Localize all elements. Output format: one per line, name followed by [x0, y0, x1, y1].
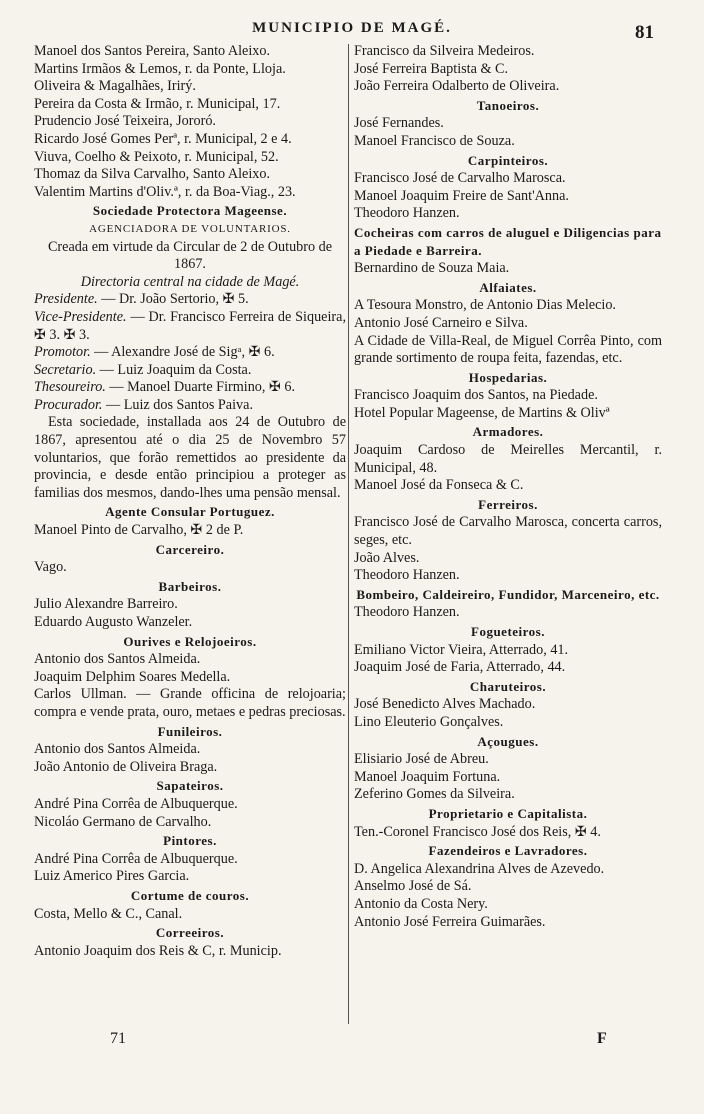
page-number: 81 [635, 22, 654, 43]
section-heading: Armadores. [472, 424, 544, 440]
list-item: Lino Eleuterio Gonçalves. [354, 713, 504, 730]
list-item: D. Angelica Alexandrina Alves de Azevedo. [354, 860, 605, 877]
list-item: João Antonio de Oliveira Braga. [34, 758, 218, 775]
officer-role: Procurador. [34, 396, 103, 413]
section-heading: Charuteiros. [469, 678, 547, 694]
officer-entry [34, 291, 346, 309]
list-item: Theodoro Hanzen. [354, 604, 460, 621]
officer-name: — Luiz Joaquim da Costa. [96, 361, 252, 378]
list-item: A Tesoura Monstro, de Antonio Dias Melecio. [354, 297, 616, 314]
list-item: Antonio da Costa Nery. [354, 895, 488, 912]
section-heading: Alfaiates. [479, 279, 537, 295]
list-item: André Pina Corrêa de Albuquerque. [34, 850, 238, 867]
list-item: Julio Alexandre Barreiro. [34, 596, 178, 613]
officer-name: — Luiz dos Santos Paiva. [102, 396, 253, 413]
footer-signature-letter: F [597, 1030, 607, 1047]
list-item: Nicoláo Germano de Carvalho. [34, 813, 212, 830]
creation-note: Creada em virtude da Circular de 2 de Outubro de 1867. [47, 238, 333, 273]
list-item: Manoel Joaquim Freire de Sant'Anna. [354, 187, 569, 204]
list-item: João Ferreira Odalberto de Oliveira. [354, 78, 560, 95]
list-item: André Pina Corrêa de Albuquerque. [34, 795, 238, 812]
left-column [34, 43, 346, 960]
directory-title: Directoria central na cidade de Magé. [80, 273, 300, 290]
officer-role: Vice-Presidente. [34, 308, 127, 325]
list-item: Antonio Joaquim dos Reis & C, r. Municip. [34, 942, 282, 959]
right-column [354, 43, 662, 931]
column-divider [348, 44, 349, 1024]
officer-entry [34, 397, 346, 415]
page-title: MUNICIPIO DE MAGÉ. [252, 20, 452, 36]
list-item: Antonio José Carneiro e Silva. [354, 314, 528, 331]
section-heading: Açougues. [477, 733, 539, 749]
section-subheading: AGENCIADORA DE VOLUNTARIOS. [89, 222, 291, 235]
list-item: João Alves. [354, 549, 420, 566]
list-item: Bernardino de Souza Maia. [354, 260, 510, 277]
officer-entry [34, 344, 346, 362]
section-heading: Sociedade Protectora Mageense. [92, 203, 288, 219]
section-heading: Correeiros. [155, 925, 225, 941]
section-heading: Hospedarias. [468, 369, 548, 385]
officer-entry [34, 309, 346, 344]
section-heading: Carpinteiros. [467, 152, 549, 168]
officer-name: — Manoel Duarte Firmino, ✠ 6. [105, 379, 296, 396]
list-item: Martins Irmãos & Lemos, r. da Ponte, Lloja. [34, 60, 286, 77]
list-item: José Fernandes. [354, 115, 444, 132]
section-heading: Carcereiro. [155, 541, 225, 557]
list-item: Costa, Mello & C., Canal. [34, 905, 183, 922]
list-item: Francisco da Silveira Medeiros. [354, 43, 535, 59]
list-item: Thomaz da Silva Carvalho, Santo Aleixo. [34, 166, 271, 183]
list-item: Francisco Joaquim dos Santos, na Piedade. [354, 387, 598, 404]
officer-role: Secretario. [34, 361, 97, 378]
officer-name: — Dr. João Sertorio, ✠ 5. [97, 291, 249, 308]
section-heading: Proprietario e Capitalista. [428, 805, 588, 821]
list-item: Hotel Popular Mageense, de Martins & Olivª [354, 404, 610, 421]
list-item: Francisco José de Carvalho Marosca, concerta carros, seges, etc. [354, 514, 662, 549]
footer-signature-number: 71 [110, 1030, 126, 1047]
list-item: Eduardo Augusto Wanzeler. [34, 614, 193, 630]
list-item: Manoel Pinto de Carvalho, ✠ 2 de P. [34, 522, 244, 539]
list-item: Manoel dos Santos Pereira, Santo Aleixo. [34, 43, 271, 59]
officer-role: Thesoureiro. [34, 379, 106, 396]
officer-role: Promotor. [34, 344, 91, 361]
list-item: Antonio dos Santos Almeida. [34, 651, 201, 668]
section-heading: Agente Consular Portuguez. [105, 504, 275, 520]
section-heading: Bombeiro, Caldeireiro, Fundidor, Marceneiro, etc. [356, 586, 660, 602]
list-item: Zeferino Gomes da Silveira. [354, 786, 515, 803]
officer-role: Presidente. [34, 291, 98, 308]
list-item: Antonio José Ferreira Guimarães. [354, 913, 546, 930]
list-item: Anselmo José de Sá. [354, 878, 472, 895]
list-item: Emiliano Victor Vieira, Atterrado, 41. [354, 641, 569, 658]
list-item: Antonio dos Santos Almeida. [34, 741, 201, 758]
list-item: Prudencio José Teixeira, Jororó. [34, 113, 216, 130]
list-item: Manoel Francisco de Souza. [354, 132, 515, 149]
list-item: Valentim Martins d'Oliv.ª, r. da Boa-Viag., 23. [34, 183, 296, 200]
list-item: Joaquim Delphim Soares Medella. [34, 668, 231, 685]
list-item: Carlos Ullman. — Grande officina de relojoaria; compra e vende prata, ouro, metaes e pedras preciosas. [34, 686, 346, 720]
list-item: Theodoro Hanzen. [354, 567, 460, 584]
officer-entry [34, 379, 346, 397]
section-heading: Tanoeiros. [476, 97, 540, 113]
section-heading: Ourives e Relojoeiros. [123, 633, 257, 649]
list-item: Pereira da Costa & Irmão, r. Municipal, 17. [34, 95, 281, 112]
list-item: Joaquim José de Faria, Atterrado, 44. [354, 659, 566, 676]
officer-name: — Dr. Francisco Ferreira de Siqueira, ✠ 3. ✠ 3. [34, 308, 346, 343]
section-heading: Fogueteiros. [471, 624, 545, 639]
section-heading: Sapateiros. [156, 778, 224, 794]
section-heading: Pintores. [163, 833, 217, 849]
section-heading: Funileiros. [157, 723, 223, 739]
list-item: Joaquim Cardoso de Meirelles Mercantil, r. Municipal, 48. [354, 442, 662, 476]
list-item: Oliveira & Magalhães, Irirý. [34, 78, 196, 95]
section-heading: Fazendeiros e Lavradores. [428, 843, 588, 859]
list-item: José Benedicto Alves Machado. [354, 696, 536, 713]
list-item: A Cidade de Villa-Real, de Miguel Corrêa Pinto, com grande sortimento de roupa feita, fazendas, etc. [354, 332, 662, 367]
list-item: Vago. [34, 559, 67, 576]
list-item: Elisiario José de Abreu. [354, 751, 489, 768]
section-heading: Cocheiras com carros de aluguel e Diligencias para a Piedade e Barreira. [354, 224, 662, 258]
list-item: Luiz Americo Pires Garcia. [34, 868, 190, 885]
officer-name: — Alexandre José de Sigᵃ, ✠ 6. [90, 344, 275, 361]
society-paragraph: Esta sociedade, installada aos 24 de Outubro de 1867, apresentou até o dia 25 de Novembro 57 voluntarios, que forão remettidos ao presidente da provincia, e desde então principiou a proteger as familias dos mesmos, dando-lhes uma pensão mensal. [34, 414, 346, 501]
officer-entry [34, 362, 346, 380]
list-item: José Ferreira Baptista & C. [354, 60, 509, 77]
list-item: Manoel José da Fonseca & C. [354, 477, 524, 494]
list-item: Ricardo José Gomes Perª, r. Municipal, 2 e 4. [34, 130, 292, 147]
list-item: Ten.-Coronel Francisco José dos Reis, ✠ 4. [354, 823, 601, 840]
list-item: Theodoro Hanzen. [354, 205, 460, 222]
section-heading: Cortume de couros. [130, 887, 250, 903]
list-item: Viuva, Coelho & Peixoto, r. Municipal, 52. [34, 148, 279, 165]
section-heading: Barbeiros. [158, 578, 222, 594]
list-item: Manoel Joaquim Fortuna. [354, 768, 501, 785]
list-item: Francisco José de Carvalho Marosca. [354, 170, 566, 187]
section-heading: Ferreiros. [478, 496, 538, 512]
